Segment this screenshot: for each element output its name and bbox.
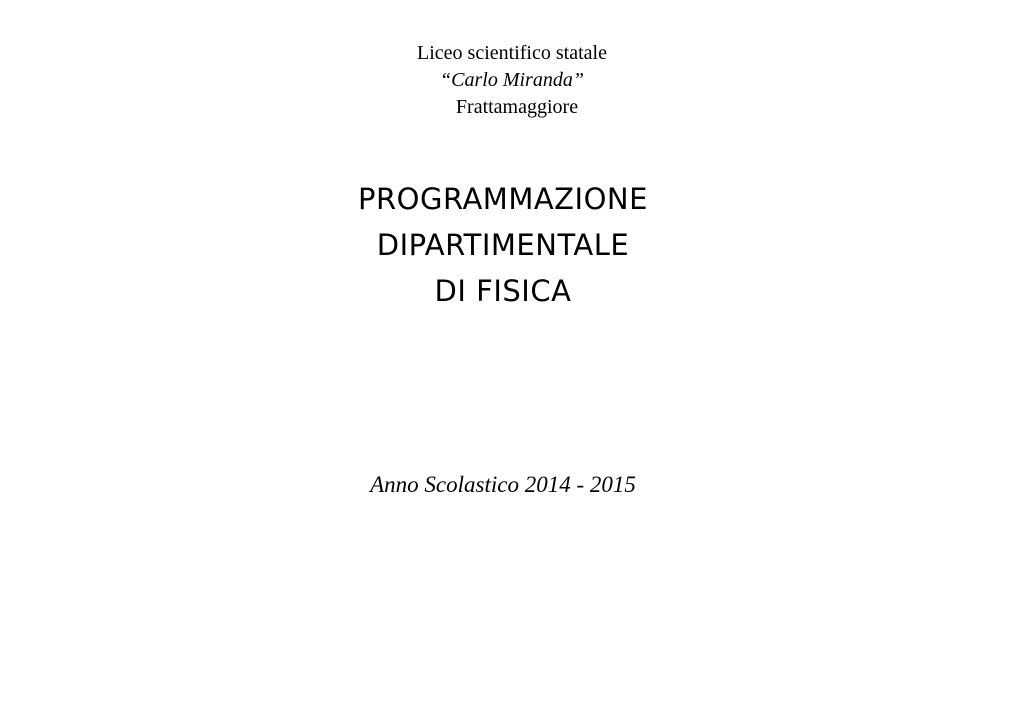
school-header: [0, 40, 1024, 121]
school-city: Frattamaggiore: [455, 96, 579, 118]
title-line-3: DI FISICA: [434, 274, 572, 308]
title-line-1: PROGRAMMAZIONE: [358, 182, 648, 216]
document-title: [0, 176, 1006, 314]
school-type: Liceo scientifico statale: [417, 42, 607, 64]
title-line-2: DIPARTIMENTALE: [376, 228, 630, 262]
school-name: “Carlo Miranda”: [440, 69, 584, 91]
school-year: Anno Scolastico 2014 - 2015: [370, 472, 636, 497]
